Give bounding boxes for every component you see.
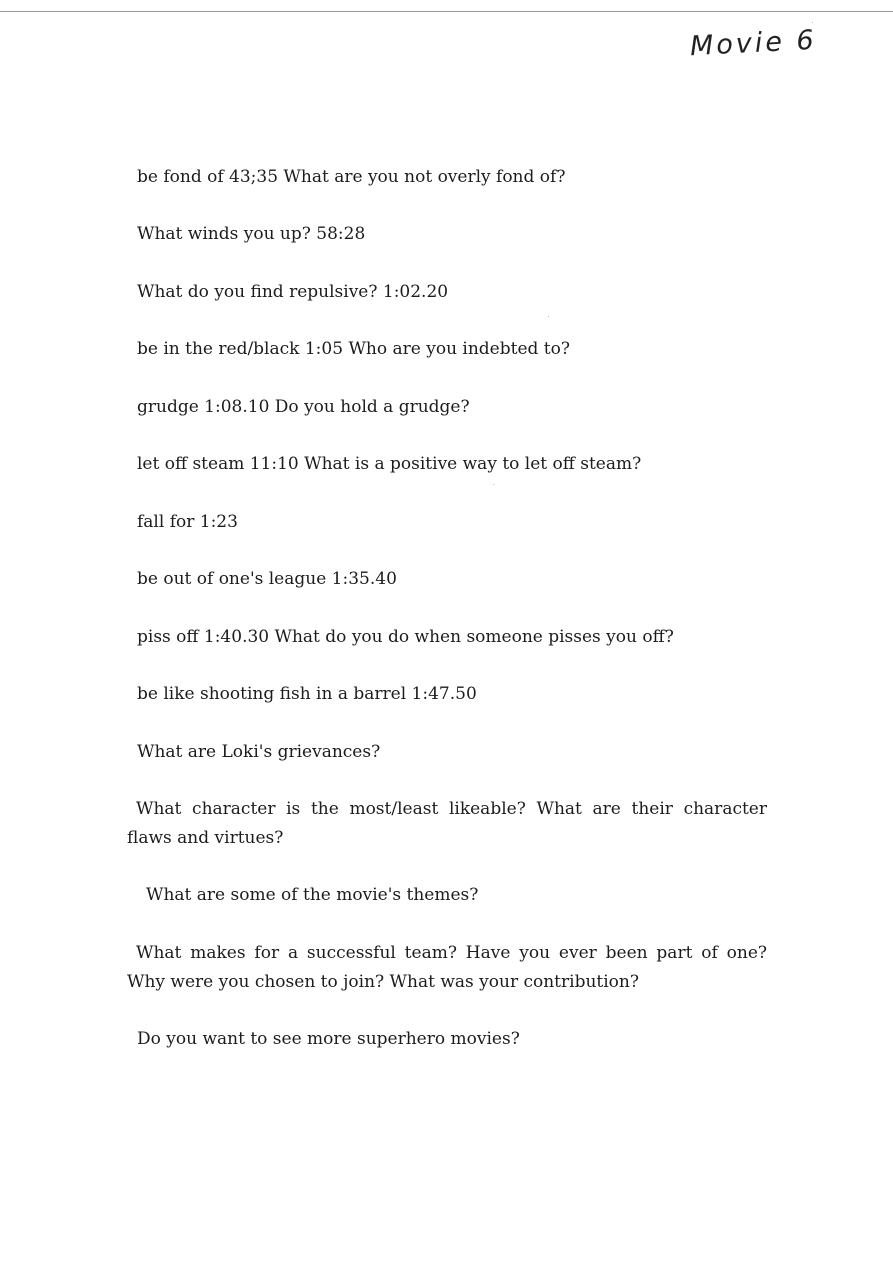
line-let-off-steam: let off steam 11:10 What is a positive way to let off steam? <box>137 454 642 474</box>
line-winds-you-up: What winds you up? 58:28 <box>137 224 366 244</box>
line-themes: What are some of the movie's themes? <box>146 885 479 905</box>
line-fall-for: fall for 1:23 <box>137 512 238 532</box>
line-superhero-movies: Do you want to see more superhero movies? <box>137 1029 520 1049</box>
line-piss-off: piss off 1:40.30 What do you do when someone pisses you off? <box>137 627 674 647</box>
line-be-fond-of: be fond of 43;35 What are you not overly fond of? <box>137 167 566 187</box>
top-rule <box>0 11 893 12</box>
line-red-black: be in the red/black 1:05 Who are you indebted to? <box>137 339 570 359</box>
scan-speck <box>548 316 549 317</box>
paragraph-character: What character is the most/least likeable? What are their character flaws and virtues? <box>127 799 767 848</box>
line-grudge: grudge 1:08.10 Do you hold a grudge? <box>137 397 470 417</box>
scan-speck <box>812 22 813 23</box>
line-shooting-fish: be like shooting fish in a barrel 1:47.50 <box>137 684 477 704</box>
handwritten-title: Movie 6 <box>689 24 818 63</box>
paragraph-team: What makes for a successful team? Have you ever been part of one? Why were you chosen to join? What was your contribution? <box>127 943 767 992</box>
line-repulsive: What do you find repulsive? 1:02.20 <box>137 282 449 302</box>
line-out-of-league: be out of one's league 1:35.40 <box>137 569 397 589</box>
scan-speck <box>493 484 494 485</box>
line-loki-grievances: What are Loki's grievances? <box>137 742 381 762</box>
